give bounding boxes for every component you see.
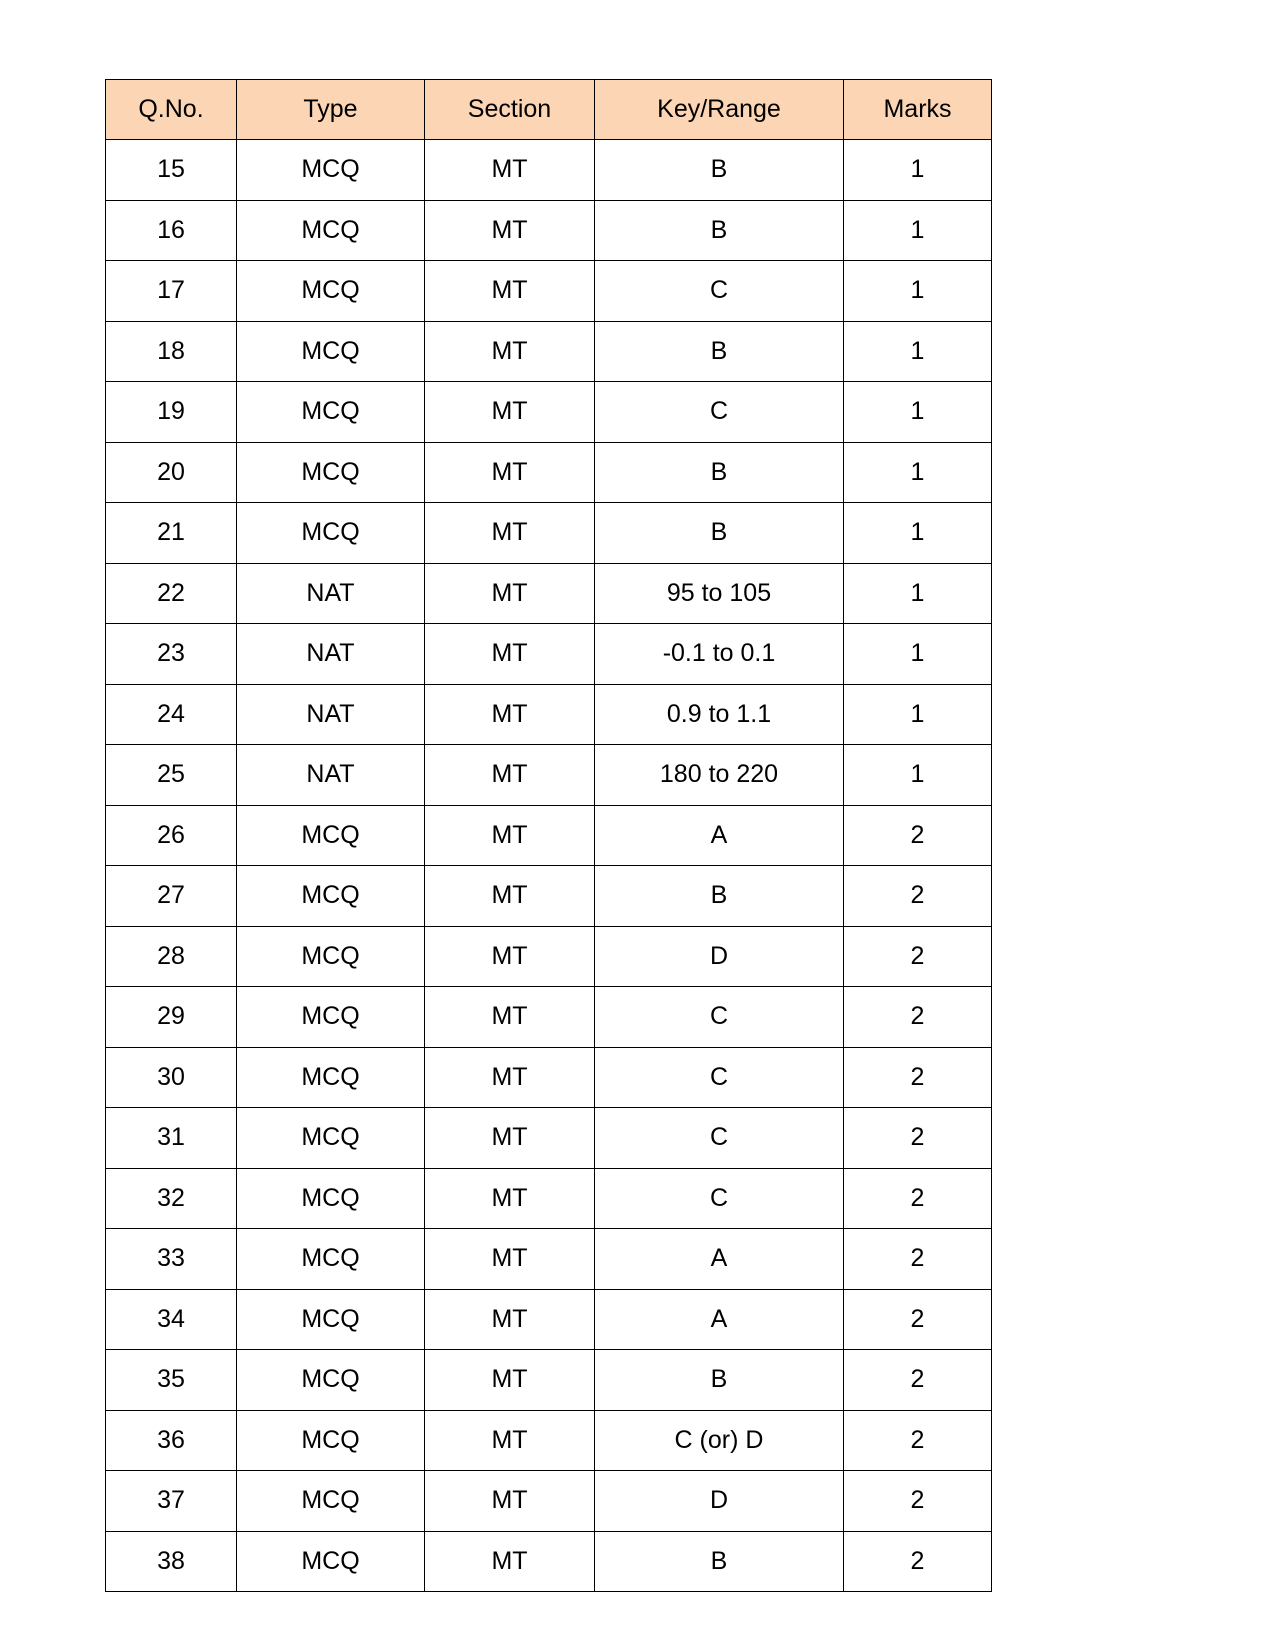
cell-qno: 32 xyxy=(106,1168,237,1229)
cell-key-range: 180 to 220 xyxy=(595,745,844,806)
cell-qno: 27 xyxy=(106,866,237,927)
table-row xyxy=(106,442,992,503)
cell-type: MCQ xyxy=(237,926,425,987)
table-row xyxy=(106,987,992,1048)
cell-marks: 2 xyxy=(844,1350,992,1411)
table-row xyxy=(106,140,992,201)
cell-qno: 30 xyxy=(106,1047,237,1108)
table-row xyxy=(106,1289,992,1350)
cell-key-range: A xyxy=(595,805,844,866)
cell-section: MT xyxy=(425,1047,595,1108)
cell-section: MT xyxy=(425,1531,595,1592)
cell-qno: 20 xyxy=(106,442,237,503)
header-row xyxy=(106,80,992,140)
header-qno: Q.No. xyxy=(106,80,237,140)
cell-marks: 1 xyxy=(844,563,992,624)
table-row xyxy=(106,1047,992,1108)
cell-type: MCQ xyxy=(237,1047,425,1108)
cell-key-range: -0.1 to 0.1 xyxy=(595,624,844,685)
cell-section: MT xyxy=(425,503,595,564)
answer-key-table xyxy=(105,79,992,1592)
cell-section: MT xyxy=(425,1350,595,1411)
cell-marks: 2 xyxy=(844,805,992,866)
cell-qno: 25 xyxy=(106,745,237,806)
cell-qno: 36 xyxy=(106,1410,237,1471)
cell-marks: 1 xyxy=(844,261,992,322)
cell-marks: 1 xyxy=(844,684,992,745)
table-row xyxy=(106,624,992,685)
table-row xyxy=(106,926,992,987)
cell-qno: 19 xyxy=(106,382,237,443)
header-section: Section xyxy=(425,80,595,140)
cell-marks: 2 xyxy=(844,1108,992,1169)
cell-qno: 35 xyxy=(106,1350,237,1411)
cell-marks: 2 xyxy=(844,1289,992,1350)
table-row xyxy=(106,866,992,927)
cell-key-range: B xyxy=(595,321,844,382)
cell-type: NAT xyxy=(237,624,425,685)
cell-type: MCQ xyxy=(237,1531,425,1592)
table-row xyxy=(106,1350,992,1411)
cell-key-range: 0.9 to 1.1 xyxy=(595,684,844,745)
header-marks: Marks xyxy=(844,80,992,140)
cell-type: MCQ xyxy=(237,1229,425,1290)
header-key-range: Key/Range xyxy=(595,80,844,140)
cell-type: MCQ xyxy=(237,866,425,927)
table-row xyxy=(106,1410,992,1471)
cell-section: MT xyxy=(425,200,595,261)
cell-type: MCQ xyxy=(237,1471,425,1532)
cell-section: MT xyxy=(425,805,595,866)
table-row xyxy=(106,261,992,322)
cell-marks: 2 xyxy=(844,1168,992,1229)
cell-key-range: B xyxy=(595,1350,844,1411)
table-row xyxy=(106,382,992,443)
cell-section: MT xyxy=(425,140,595,201)
cell-type: MCQ xyxy=(237,1289,425,1350)
cell-qno: 21 xyxy=(106,503,237,564)
cell-qno: 23 xyxy=(106,624,237,685)
cell-marks: 2 xyxy=(844,1471,992,1532)
cell-type: MCQ xyxy=(237,503,425,564)
table-row xyxy=(106,321,992,382)
cell-type: MCQ xyxy=(237,1168,425,1229)
table-row xyxy=(106,1229,992,1290)
table-row xyxy=(106,1168,992,1229)
cell-qno: 18 xyxy=(106,321,237,382)
cell-key-range: C xyxy=(595,1047,844,1108)
cell-key-range: B xyxy=(595,866,844,927)
table-header xyxy=(106,80,992,140)
cell-key-range: B xyxy=(595,442,844,503)
table-row xyxy=(106,1108,992,1169)
cell-marks: 2 xyxy=(844,1047,992,1108)
cell-marks: 1 xyxy=(844,745,992,806)
cell-qno: 33 xyxy=(106,1229,237,1290)
cell-marks: 2 xyxy=(844,987,992,1048)
cell-marks: 2 xyxy=(844,866,992,927)
cell-marks: 2 xyxy=(844,1229,992,1290)
table-row xyxy=(106,1471,992,1532)
cell-marks: 1 xyxy=(844,321,992,382)
cell-marks: 2 xyxy=(844,1531,992,1592)
cell-qno: 22 xyxy=(106,563,237,624)
table-row xyxy=(106,503,992,564)
cell-type: MCQ xyxy=(237,1410,425,1471)
cell-section: MT xyxy=(425,321,595,382)
cell-type: NAT xyxy=(237,745,425,806)
cell-section: MT xyxy=(425,1229,595,1290)
cell-section: MT xyxy=(425,261,595,322)
cell-section: MT xyxy=(425,624,595,685)
cell-key-range: B xyxy=(595,140,844,201)
cell-section: MT xyxy=(425,563,595,624)
cell-type: MCQ xyxy=(237,987,425,1048)
table-row xyxy=(106,563,992,624)
cell-key-range: C (or) D xyxy=(595,1410,844,1471)
cell-section: MT xyxy=(425,442,595,503)
cell-type: MCQ xyxy=(237,321,425,382)
cell-type: MCQ xyxy=(237,140,425,201)
cell-type: NAT xyxy=(237,563,425,624)
cell-marks: 2 xyxy=(844,926,992,987)
cell-key-range: B xyxy=(595,503,844,564)
cell-qno: 26 xyxy=(106,805,237,866)
table-body xyxy=(106,140,992,1592)
table-row xyxy=(106,1531,992,1592)
cell-qno: 31 xyxy=(106,1108,237,1169)
cell-section: MT xyxy=(425,1108,595,1169)
cell-type: MCQ xyxy=(237,1108,425,1169)
header-type: Type xyxy=(237,80,425,140)
cell-section: MT xyxy=(425,926,595,987)
cell-qno: 34 xyxy=(106,1289,237,1350)
cell-section: MT xyxy=(425,745,595,806)
cell-key-range: A xyxy=(595,1229,844,1290)
cell-section: MT xyxy=(425,987,595,1048)
cell-key-range: C xyxy=(595,987,844,1048)
cell-section: MT xyxy=(425,1410,595,1471)
cell-type: MCQ xyxy=(237,442,425,503)
cell-qno: 29 xyxy=(106,987,237,1048)
cell-type: MCQ xyxy=(237,805,425,866)
cell-marks: 1 xyxy=(844,200,992,261)
table-row xyxy=(106,745,992,806)
cell-key-range: 95 to 105 xyxy=(595,563,844,624)
cell-type: MCQ xyxy=(237,200,425,261)
cell-marks: 1 xyxy=(844,140,992,201)
cell-qno: 15 xyxy=(106,140,237,201)
cell-marks: 1 xyxy=(844,624,992,685)
cell-key-range: D xyxy=(595,1471,844,1532)
cell-key-range: C xyxy=(595,261,844,322)
cell-section: MT xyxy=(425,1471,595,1532)
cell-key-range: A xyxy=(595,1289,844,1350)
cell-type: MCQ xyxy=(237,382,425,443)
cell-section: MT xyxy=(425,1168,595,1229)
cell-section: MT xyxy=(425,684,595,745)
cell-qno: 24 xyxy=(106,684,237,745)
cell-key-range: C xyxy=(595,382,844,443)
table-row xyxy=(106,805,992,866)
cell-section: MT xyxy=(425,1289,595,1350)
cell-section: MT xyxy=(425,866,595,927)
cell-qno: 16 xyxy=(106,200,237,261)
cell-qno: 28 xyxy=(106,926,237,987)
cell-qno: 38 xyxy=(106,1531,237,1592)
cell-marks: 1 xyxy=(844,442,992,503)
cell-type: NAT xyxy=(237,684,425,745)
cell-qno: 17 xyxy=(106,261,237,322)
cell-type: MCQ xyxy=(237,261,425,322)
cell-marks: 1 xyxy=(844,503,992,564)
cell-key-range: C xyxy=(595,1108,844,1169)
cell-key-range: B xyxy=(595,1531,844,1592)
cell-marks: 2 xyxy=(844,1410,992,1471)
table-row xyxy=(106,684,992,745)
cell-type: MCQ xyxy=(237,1350,425,1411)
cell-key-range: C xyxy=(595,1168,844,1229)
table-row xyxy=(106,200,992,261)
cell-qno: 37 xyxy=(106,1471,237,1532)
cell-marks: 1 xyxy=(844,382,992,443)
cell-key-range: B xyxy=(595,200,844,261)
cell-key-range: D xyxy=(595,926,844,987)
cell-section: MT xyxy=(425,382,595,443)
